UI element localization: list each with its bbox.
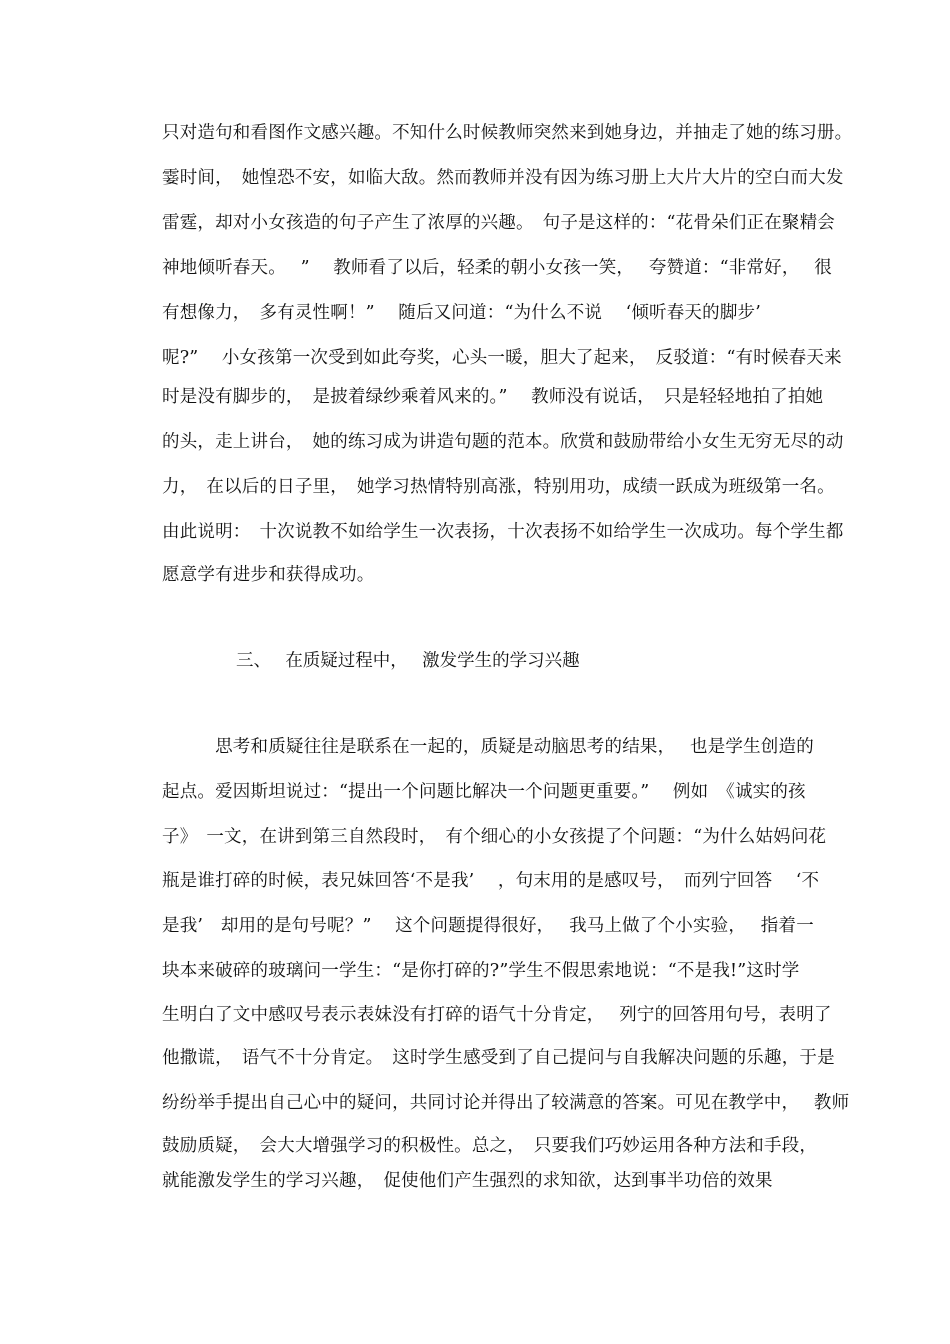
paragraph-line: 有想像力， 多有灵性啊！” 随后又问道：“为什么不说 ‘倾听春天的脚步’: [162, 303, 761, 323]
paragraph-line: 时是没有脚步的， 是披着绿纱乘着风来的。” 教师没有说话， 只是轻轻地拍了拍她: [162, 387, 824, 407]
paragraph-line: 纷纷举手提出自己心中的疑问，共同讨论并得出了较满意的答案。可见在教学中， 教师: [162, 1093, 850, 1113]
paragraph-line: 鼓励质疑， 会大大增强学习的积极性。总之， 只要我们巧妙运用各种方法和手段，: [162, 1136, 818, 1156]
paragraph-line: 力， 在以后的日子里， 她学习热情特别高涨，特别用功，成绩一跃成为班级第一名。: [162, 477, 835, 497]
paragraph-line: 只对造句和看图作文感兴趣。不知什么时候教师突然来到她身边，并抽走了她的练习册。: [162, 123, 853, 143]
section-heading: 三、 在质疑过程中， 激发学生的学习兴趣: [236, 651, 580, 671]
paragraph-line: 神地倾听春天。 ” 教师看了以后，轻柔的朝小女孩一笑， 夸赞道：“非常好， 很: [162, 258, 832, 278]
paragraph-line: 的头，走上讲台， 她的练习成为讲造句题的范本。欣赏和鼓励带给小女生无穷无尽的动: [162, 432, 844, 452]
paragraph-line: 愿意学有进步和获得成功。: [162, 565, 375, 585]
paragraph-line: 瓶是谁打碎的时候，表兄妹回答‘不是我’ ，句末用的是感叹号， 而列宁回答 ‘不: [162, 871, 820, 891]
paragraph-line: 子》 一文，在讲到第三自然段时， 有个细心的小女孩提了个问题：“为什么姑妈问花: [162, 827, 827, 847]
paragraph-line: 雷霆，却对小女孩造的句子产生了浓厚的兴趣。 句子是这样的：“花骨朵们正在聚精会: [162, 213, 835, 233]
paragraph-line: 由此说明： 十次说教不如给学生一次表扬，十次表扬不如给学生一次成功。每个学生都: [162, 522, 844, 542]
paragraph-line: 是我’ 却用的是句号呢？” 这个问题提得很好， 我马上做了个小实验， 指着一: [162, 916, 814, 936]
paragraph-line: 呢?” 小女孩第一次受到如此夸奖，心头一暖，胆大了起来， 反驳道：“有时候春天来: [162, 348, 842, 368]
paragraph-line: 起点。爱因斯坦说过：“提出一个问题比解决一个问题更重要。” 例如 《诚实的孩: [162, 782, 806, 802]
paragraph-line: 他撒谎， 语气不十分肯定。 这时学生感受到了自己提问与自我解决问题的乐趣，于是: [162, 1048, 835, 1068]
paragraph-line: 生明白了文中感叹号表示表妹没有打碎的语气十分肯定， 列宁的回答用句号，表明了: [162, 1005, 832, 1025]
paragraph-line: 思考和质疑往往是联系在一起的，质疑是动脑思考的结果， 也是学生创造的: [162, 737, 814, 757]
paragraph-line: 块本来破碎的玻璃问一学生：“是你打碎的?”学生不假思索地说：“不是我!”这时学: [162, 961, 800, 981]
paragraph-line: 霎时间， 她惶恐不安，如临大敌。然而教师并没有因为练习册上大片大片的空白而大发: [162, 168, 844, 188]
paragraph-line: 就能激发学生的学习兴趣， 促使他们产生强烈的求知欲，达到事半功倍的效果: [162, 1171, 773, 1191]
